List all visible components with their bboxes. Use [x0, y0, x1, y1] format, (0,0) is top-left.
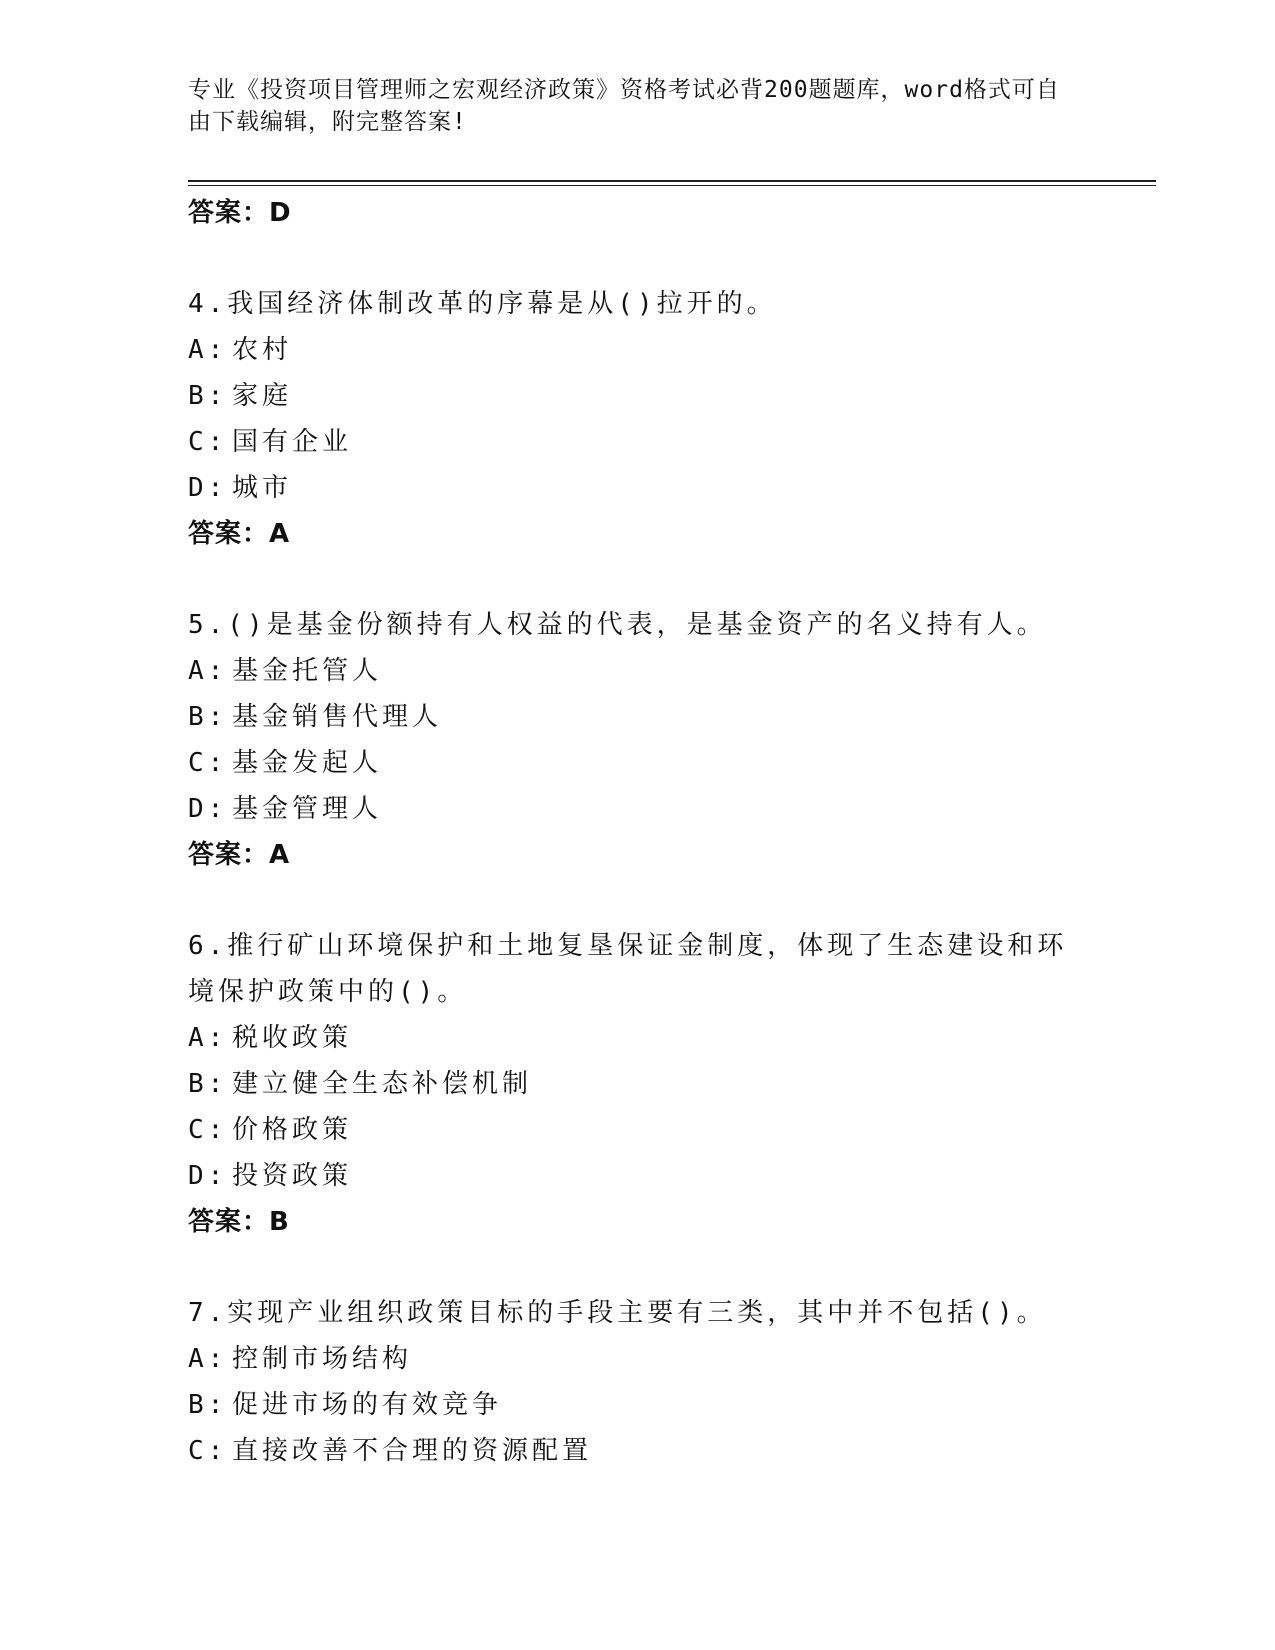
document-header: 专业《投资项目管理师之宏观经济政策》资格考试必背200题题库，word格式可自由下载编辑，附完整答案!	[188, 77, 1060, 135]
option-a	[188, 1336, 1088, 1382]
option-d	[188, 465, 1088, 511]
spacer	[188, 557, 1088, 602]
spacer	[188, 1245, 1088, 1290]
option-key: B:	[188, 702, 228, 732]
option-c	[188, 1107, 1088, 1153]
option-text: 基金托管人	[232, 656, 383, 686]
option-key: B:	[188, 1390, 228, 1420]
option-a	[188, 327, 1088, 373]
spacer	[188, 236, 1088, 281]
option-text: 税收政策	[232, 1023, 353, 1053]
option-text: 国有企业	[232, 427, 353, 457]
question-text: 5.()是基金份额持有人权益的代表，是基金资产的名义持有人。	[188, 610, 1047, 640]
answer-line: 答案：A	[188, 840, 291, 870]
option-key: C:	[188, 748, 228, 778]
question-text: 7.实现产业组织政策目标的手段主要有三类，其中并不包括()。	[188, 1298, 1047, 1328]
header-divider-thin	[188, 185, 1156, 186]
question-block	[188, 1290, 1088, 1474]
option-key: B:	[188, 381, 228, 411]
option-key: C:	[188, 1115, 228, 1145]
option-b	[188, 1061, 1088, 1107]
option-d	[188, 786, 1088, 832]
option-text: 促进市场的有效竞争	[232, 1390, 503, 1420]
question-block	[188, 281, 1088, 557]
option-key: C:	[188, 427, 228, 457]
option-key: A:	[188, 335, 228, 365]
spacer	[188, 878, 1088, 923]
option-key: D:	[188, 1161, 228, 1191]
question-list	[188, 190, 1088, 1474]
option-text: 投资政策	[232, 1161, 353, 1191]
option-text: 直接改善不合理的资源配置	[232, 1436, 593, 1466]
option-d	[188, 1153, 1088, 1199]
option-text: 建立健全生态补偿机制	[232, 1069, 533, 1099]
header-divider	[188, 180, 1156, 182]
question-text: 4.我国经济体制改革的序幕是从()拉开的。	[188, 289, 777, 319]
option-text: 城市	[232, 473, 293, 503]
option-a	[188, 1015, 1088, 1061]
option-c	[188, 419, 1088, 465]
option-key: B:	[188, 1069, 228, 1099]
option-c	[188, 1428, 1088, 1474]
option-key: A:	[188, 656, 228, 686]
option-key: A:	[188, 1344, 228, 1374]
option-text: 基金管理人	[232, 794, 383, 824]
answer-line: 答案：A	[188, 519, 291, 549]
answer-line: 答案：B	[188, 1207, 290, 1237]
option-b	[188, 1382, 1088, 1428]
option-key: A:	[188, 1023, 228, 1053]
option-key: C:	[188, 1436, 228, 1466]
option-text: 基金发起人	[232, 748, 383, 778]
answer-line: 答案：D	[188, 198, 292, 228]
question-block	[188, 923, 1088, 1245]
option-text: 价格政策	[232, 1115, 353, 1145]
option-key: D:	[188, 794, 228, 824]
option-text: 控制市场结构	[232, 1344, 413, 1374]
question-text: 6.推行矿山环境保护和土地复垦保证金制度，体现了生态建设和环境保护政策中的()。	[188, 931, 1068, 1007]
question-block	[188, 602, 1088, 878]
option-a	[188, 648, 1088, 694]
option-text: 农村	[232, 335, 293, 365]
option-text: 家庭	[232, 381, 293, 411]
option-c	[188, 740, 1088, 786]
option-text: 基金销售代理人	[232, 702, 443, 732]
option-key: D:	[188, 473, 228, 503]
option-b	[188, 694, 1088, 740]
option-b	[188, 373, 1088, 419]
